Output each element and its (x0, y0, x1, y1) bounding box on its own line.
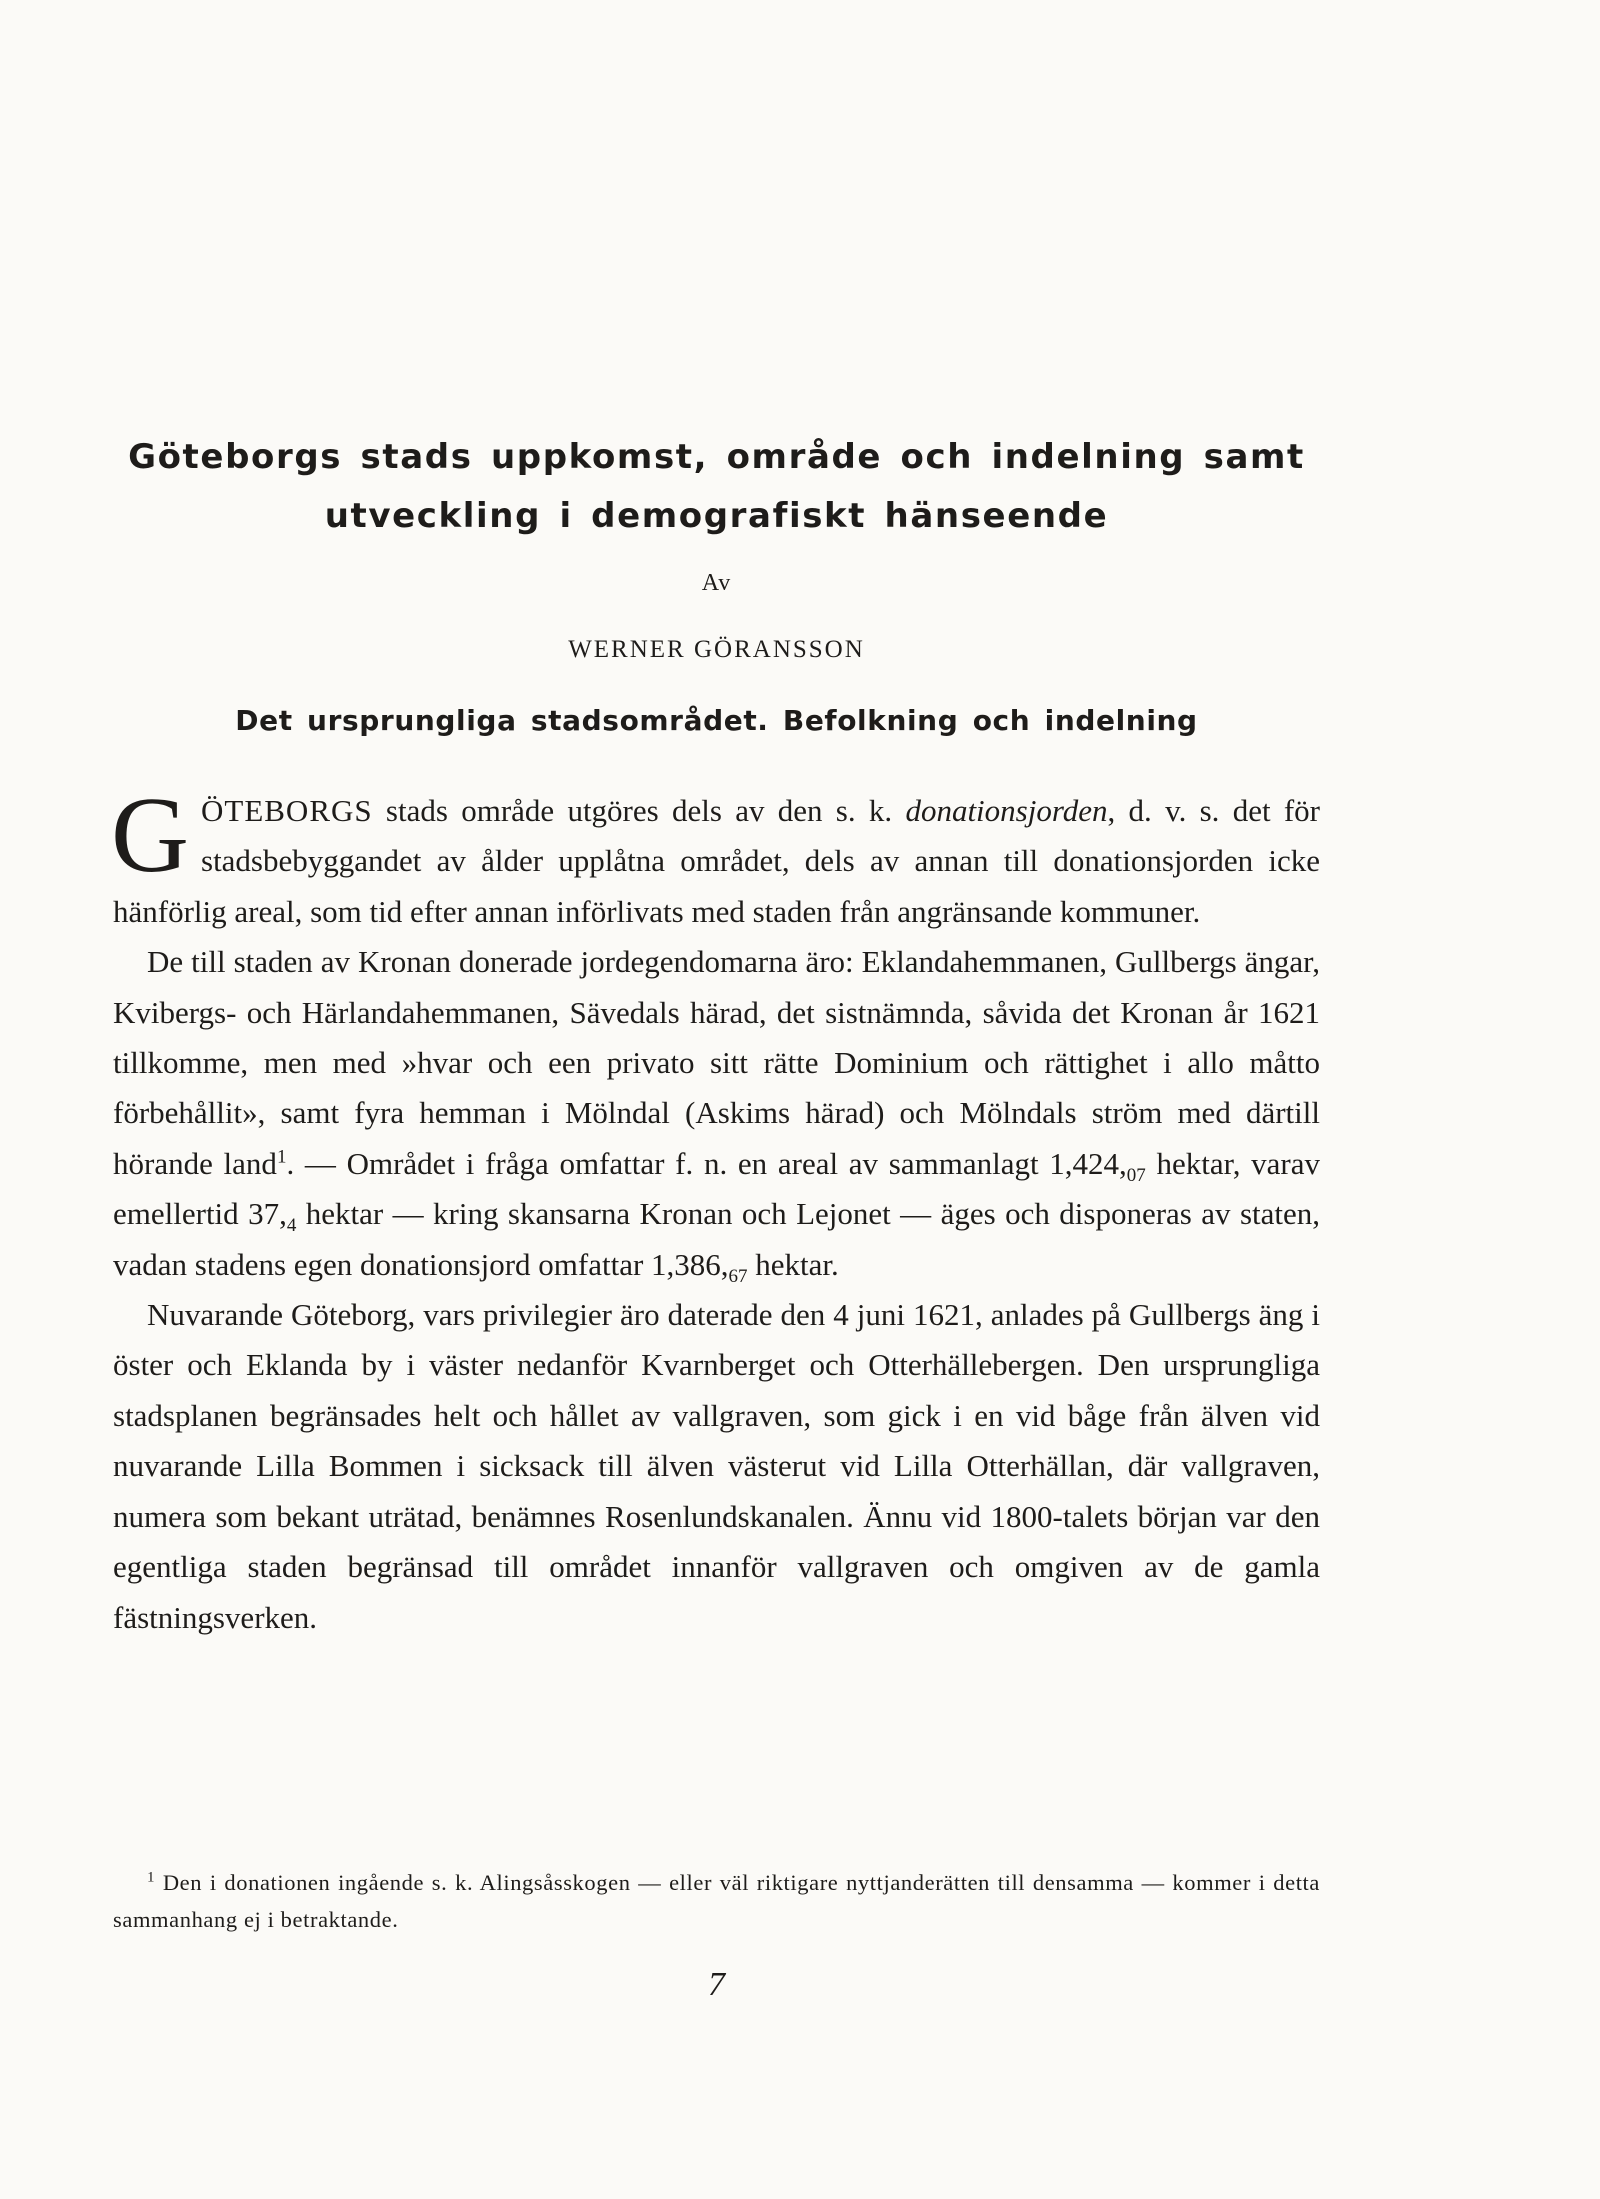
body-text (111, 776, 1321, 1643)
paragraph-1-text-b: , d. v. s. det för stadsbebyggandet av ålder upplåtna området, dels av annan till donationsjorden icke hänförlig areal, som tid efter annan införlivats med staden från angränsande kommuner. (113, 793, 1321, 929)
footnote-body: Den i donationen ingående s. k. Alingsåsskogen — eller väl riktigare nyttjanderätten till densamma — kommer i detta sammanhang ej i betraktande. (113, 1870, 1320, 1932)
paragraph-1 (111, 776, 1321, 937)
article-title (113, 428, 1320, 546)
article-title-line-1: Göteborgs stads uppkomst, område och indelning samt (128, 437, 1305, 477)
paragraph-2-text-c: hektar, varav emellertid 37, (113, 1145, 1321, 1232)
section-heading: Det ursprungliga stadsområdet. Befolkning och indelning (235, 704, 1198, 737)
footnote (113, 1864, 1320, 1938)
paragraph-2-text-e: hektar. (747, 1246, 839, 1282)
paragraph-2-text-a: De till staden av Kronan donerade jordegendomarna äro: Eklandahemmanen, Gullbergs ängar, Kvibergs- och Härlandahemmanen, Sävedals härad, det sistnämnda, såvida det Kronan år 1621 tillkomme, men med »hvar och een privato sitt rätte Dominium och rättighet i allo måtto förbehållit», samt fyra hemman i Mölndal (Askims härad) och Mölndals ström med därtill hörande land (113, 944, 1320, 1181)
paragraph-1-text-a: stads område utgöres dels av den s. k. (372, 793, 906, 828)
footnote-reference: 1 (276, 1146, 287, 1168)
paragraph-2-text-b: . — Området i fråga omfattar f. n. en areal av sammanlagt 1,424, (286, 1145, 1127, 1181)
article-title-line-2: utveckling i demografiskt hänseende (324, 496, 1109, 536)
decimal-subscript-3: 67 (728, 1265, 748, 1287)
footnote-marker: 1 (147, 1869, 156, 1886)
paragraph-2-text-d: hektar — kring skansarna Kronan och Lejonet — äges och disponeras av staten, vadan stadens egen donationsjord omfattar 1,386, (113, 1196, 1320, 1282)
italic-term: donationsjorden (905, 793, 1108, 828)
drop-cap: G (111, 776, 189, 895)
page (113, 0, 1320, 2199)
decimal-subscript-2: 4 (286, 1215, 297, 1237)
decimal-subscript-1: 07 (1126, 1165, 1146, 1187)
paragraph-3: Nuvarande Göteborg, vars privilegier äro daterade den 4 juni 1621, anlades på Gullbergs äng i öster och Eklanda by i väster nedanför Kvarnberget och Otterhällebergen. Den ursprungliga stadsplanen begränsades helt och hållet av vallgraven, som gick i en vid båge från älven vid nuvarande Lilla Bommen i sicksack till älven västerut vid Lilla Otterhällan, där vallgraven, numera som bekant uträtad, benämnes Rosenlundskanalen. Ännu vid 1800-talets början var den egentliga staden begränsad till området innanför vallgraven och omgiven av de gamla fästningsverken. (113, 1297, 1320, 1635)
author-name: WERNER GÖRANSSON (568, 636, 865, 663)
page-number: 7 (708, 1966, 725, 2003)
small-caps-word: ÖTEBORGS (201, 793, 373, 828)
paragraph-2 (113, 937, 1320, 1290)
footnote-text (113, 1864, 1320, 1938)
byline-av: Av (701, 570, 732, 596)
